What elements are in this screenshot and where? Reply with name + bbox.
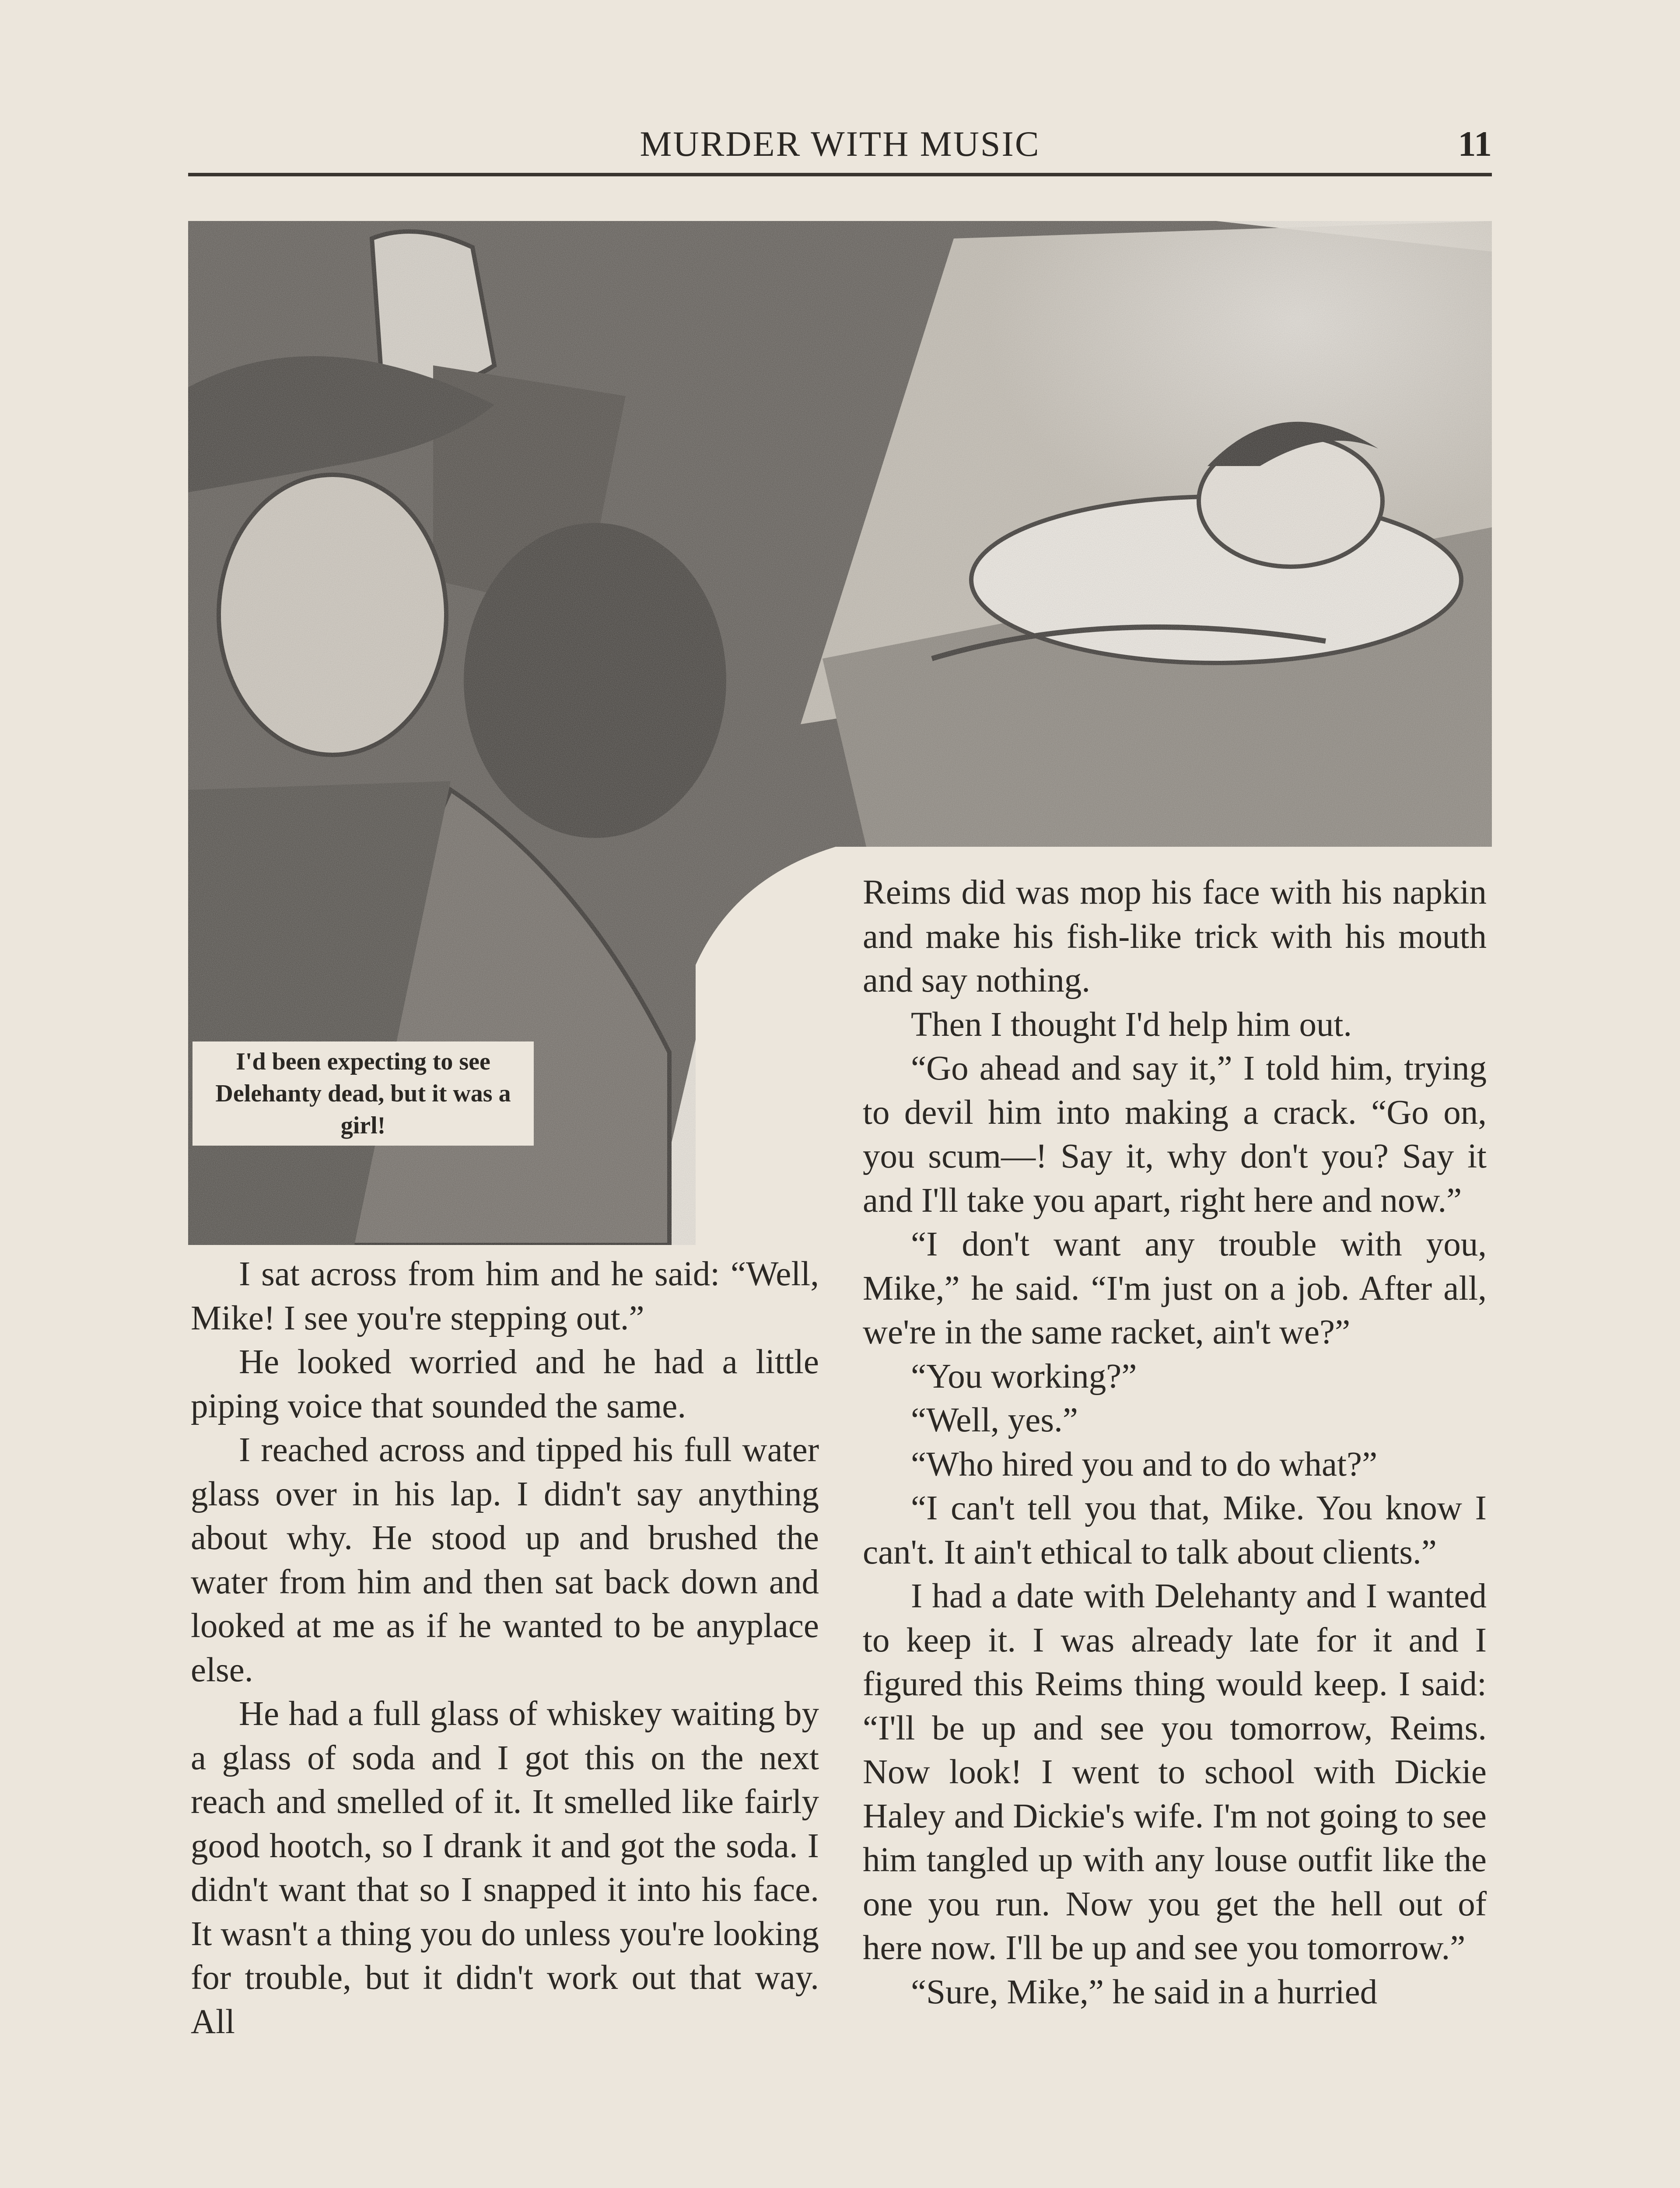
paragraph: He had a full glass of whiskey waiting by a glass of soda and I got this on the next reach and smelled of it. It smelled like fairly good hootch, so I drank it and got the soda. I didn't want that so I snapped it into his face. It wasn't a thing you do unless you're looking for trouble, but it didn't work out that way. All [191, 1695, 819, 2041]
paragraph: I sat across from him and he said: “Well, Mike! I see you're stepping out.” [191, 1255, 819, 1337]
paragraph: I had a date with Delehanty and I wanted to keep it. I was already late for it and I figured this Reims thing would keep. I said: “I'll be up and see you tomorrow, Reims. Now look! I went to school with Dickie Haley and Dickie's wife. I'm not going to see him tangled up with any louse outfit like the one you run. Now you get the hell out of here now. I'll be up and see you tomorrow.” [863, 1577, 1487, 1967]
paragraph: “Sure, Mike,” he said in a hurried [911, 1973, 1378, 2011]
page-header [188, 118, 1492, 171]
header-rule [188, 173, 1492, 176]
running-title: MURDER WITH MUSIC [640, 124, 1040, 164]
illustration-caption: I'd been expecting to see Delehanty dead, but it was a girl! [192, 1041, 534, 1146]
paragraph: “Who hired you and to do what?” [911, 1445, 1378, 1483]
page-number: 11 [1458, 124, 1492, 164]
left-text-column [191, 1252, 819, 2044]
paragraph: I reached across and tipped his full water glass over in his lap. I didn't say anything about why. He stood up and brushed the water from him and then sat back down and looked at me as if he wanted to be anyplace else. [191, 1431, 819, 1689]
paragraph: “Well, yes.” [911, 1401, 1078, 1439]
paragraph: “I don't want any trouble with you, Mike,” he said. “I'm just on a job. After all, we're in the same racket, ain't we?” [863, 1225, 1487, 1351]
paragraph: Reims did was mop his face with his napkin and make his fish-like trick with his mouth and say nothing. [863, 873, 1487, 999]
right-text-column [863, 871, 1487, 2014]
paragraph: He looked worried and he had a little piping voice that sounded the same. [191, 1343, 819, 1425]
paragraph: “Go ahead and say it,” I told him, trying to devil him into making a crack. “Go on, you scum—! Say it, why don't you? Say it and I'll take you apart, right here and now.” [863, 1049, 1487, 1220]
paragraph: “You working?” [911, 1357, 1137, 1396]
paragraph: “I can't tell you that, Mike. You know I can't. It ain't ethical to talk about clients.” [863, 1489, 1487, 1571]
paragraph: Then I thought I'd help him out. [911, 1005, 1352, 1044]
